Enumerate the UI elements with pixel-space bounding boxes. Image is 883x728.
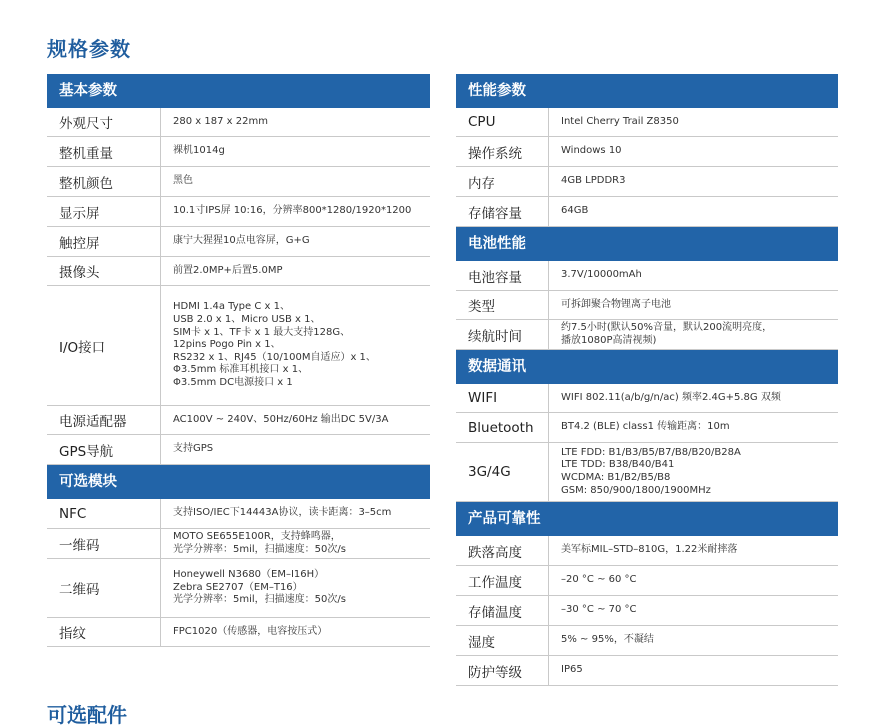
spec-label: 整机颜色: [47, 167, 161, 196]
spec-label: 3G/4G: [456, 443, 549, 501]
spec-value: [549, 443, 838, 501]
spec-row: [456, 566, 838, 596]
spec-label: 续航时间: [456, 320, 549, 349]
spec-value: [161, 286, 430, 405]
spec-value: [549, 566, 838, 595]
spec-value-line: 10.1寸IPS屏 10:16，分辨率800*1280/1920*1200: [173, 205, 412, 217]
spec-label: 跌落高度: [456, 536, 549, 565]
next-section-title: 可选配件: [47, 703, 127, 727]
spec-value: [549, 320, 838, 349]
spec-value: [549, 291, 838, 319]
spec-value-line: IP65: [561, 664, 583, 676]
spec-value-line: –20 °C ~ 60 °C: [561, 574, 637, 586]
section-heading: 可选模块: [47, 465, 430, 499]
spec-value-line: 4GB LPDDR3: [561, 175, 626, 187]
spec-value-line: Intel Cherry Trail Z8350: [561, 115, 679, 127]
spec-row: [456, 413, 838, 443]
spec-value: [161, 406, 430, 434]
spec-value-line: –30 °C ~ 70 °C: [561, 604, 637, 616]
spec-row: [47, 529, 430, 559]
spec-value-line: 前置2.0MP+后置5.0MP: [173, 264, 283, 276]
spec-row: [47, 227, 430, 257]
spec-value-line: MOTO SE655E100R，支持蜂鸣器，: [173, 530, 341, 542]
spec-label: 电池容量: [456, 261, 549, 290]
spec-row: [47, 137, 430, 167]
left-spec-column: [47, 74, 430, 647]
spec-row: [47, 435, 430, 465]
spec-value-line: LTE TDD: B38/B40/B41: [561, 459, 675, 471]
spec-value-line: 播放1080P高清视频): [561, 334, 657, 346]
spec-value-line: 64GB: [561, 205, 589, 217]
spec-row: [456, 596, 838, 626]
section-heading: 产品可靠性: [456, 502, 838, 536]
spec-label: 电源适配器: [47, 406, 161, 434]
spec-value: [161, 559, 430, 617]
spec-value: [549, 197, 838, 226]
spec-value: [161, 227, 430, 256]
spec-value-line: 支持GPS: [173, 443, 214, 455]
spec-label: 指纹: [47, 618, 161, 646]
spec-value-line: Windows 10: [561, 145, 622, 157]
spec-value: [161, 435, 430, 464]
spec-value-line: GSM: 850/900/1800/1900MHz: [561, 484, 711, 496]
spec-value: [161, 167, 430, 196]
spec-value-line: Φ3.5mm 标准耳机接口 x 1、: [173, 364, 309, 376]
spec-value-line: 黑色: [173, 175, 193, 187]
spec-label: CPU: [456, 108, 549, 136]
spec-label: I/O接口: [47, 286, 161, 405]
spec-value: [161, 137, 430, 166]
spec-label: 存储容量: [456, 197, 549, 226]
spec-value-line: 12pins Pogo Pin x 1、: [173, 339, 281, 351]
spec-value: [549, 656, 838, 685]
spec-label: 外观尺寸: [47, 108, 161, 136]
page-title: 规格参数: [47, 37, 131, 61]
spec-label: Bluetooth: [456, 413, 549, 442]
spec-row: [456, 626, 838, 656]
spec-value: [549, 167, 838, 196]
spec-value-line: 3.7V/10000mAh: [561, 269, 642, 281]
spec-label: 整机重量: [47, 137, 161, 166]
section-heading: 数据通讯: [456, 350, 838, 384]
spec-row: [456, 443, 838, 502]
spec-row: [47, 406, 430, 435]
spec-value-line: 可拆卸聚合物锂离子电池: [561, 298, 671, 310]
spec-row: [47, 197, 430, 227]
spec-value-line: WCDMA: B1/B2/B5/B8: [561, 472, 671, 483]
spec-value-line: WIFI 802.11(a/b/g/n/ac) 频率2.4G+5.8G 双频: [561, 391, 781, 403]
spec-label: 防护等级: [456, 656, 549, 685]
spec-value-line: BT4.2 (BLE) class1 传输距离：10m: [561, 421, 730, 433]
spec-label: NFC: [47, 499, 161, 528]
spec-label: GPS导航: [47, 435, 161, 464]
spec-value: [161, 108, 430, 136]
spec-label: 工作温度: [456, 566, 549, 595]
spec-label: 类型: [456, 291, 549, 319]
spec-value: [549, 536, 838, 565]
right-spec-column: [456, 74, 838, 686]
spec-value: [549, 137, 838, 166]
spec-label: 存储温度: [456, 596, 549, 625]
spec-label: 湿度: [456, 626, 549, 655]
spec-value-line: 光学分辨率：5mil，扫描速度：50次/s: [173, 543, 346, 555]
spec-value: [549, 384, 838, 412]
spec-row: [456, 656, 838, 686]
spec-label: 操作系统: [456, 137, 549, 166]
spec-value: [549, 413, 838, 442]
spec-value: [161, 499, 430, 528]
spec-value-line: 美军标MIL–STD–810G，1.22米耐摔落: [561, 544, 738, 556]
spec-label: 显示屏: [47, 197, 161, 226]
spec-value: [161, 529, 430, 558]
spec-value: [161, 257, 430, 285]
spec-row: [456, 536, 838, 566]
spec-row: [47, 559, 430, 618]
spec-value-line: 光学分辨率：5mil，扫描速度：50次/s: [173, 594, 346, 606]
spec-value-line: 裸机1014g: [173, 145, 225, 157]
spec-value-line: Zebra SE2707（EM–T16）: [173, 581, 303, 593]
spec-value-line: FPC1020（传感器，电容按压式）: [173, 625, 328, 637]
spec-row: [47, 286, 430, 406]
spec-value-line: 康宁大猩猩10点电容屏，G+G: [173, 235, 310, 247]
spec-value: [161, 197, 430, 226]
spec-value: [549, 596, 838, 625]
spec-value: [549, 108, 838, 136]
spec-label: WIFI: [456, 384, 549, 412]
spec-value-line: Honeywell N3680（EM–I16H）: [173, 569, 325, 581]
spec-value-line: 280 x 187 x 22mm: [173, 115, 268, 127]
spec-value-line: Φ3.5mm DC电源接口 x 1: [173, 376, 293, 388]
spec-value-line: SIM卡 x 1、TF卡 x 1 最大支持128G、: [173, 326, 351, 338]
spec-row: [456, 291, 838, 320]
spec-row: [47, 257, 430, 286]
spec-label: 二维码: [47, 559, 161, 617]
spec-row: [456, 167, 838, 197]
spec-row: [47, 499, 430, 529]
spec-row: [456, 108, 838, 137]
spec-row: [47, 108, 430, 137]
section-heading: 性能参数: [456, 74, 838, 108]
spec-row: [456, 261, 838, 291]
spec-value-line: RS232 x 1、RJ45（10/100M自适应）x 1、: [173, 351, 376, 363]
spec-row: [47, 167, 430, 197]
spec-value-line: LTE FDD: B1/B3/B5/B7/B8/B20/B28A: [561, 446, 741, 458]
section-heading: 电池性能: [456, 227, 838, 261]
spec-row: [456, 320, 838, 350]
spec-value-line: HDMI 1.4a Type C x 1、: [173, 301, 290, 313]
spec-value: [549, 261, 838, 290]
spec-row: [456, 384, 838, 413]
spec-value-line: 支持ISO/IEC下14443A协议，读卡距离：3–5cm: [173, 507, 392, 519]
spec-value-line: AC100V ~ 240V、50Hz/60Hz 输出DC 5V/3A: [173, 413, 389, 425]
spec-value-line: 约7.5小时(默认50%音量，默认200流明亮度，: [561, 321, 773, 333]
spec-label: 摄像头: [47, 257, 161, 285]
spec-label: 内存: [456, 167, 549, 196]
spec-value-line: 5% ~ 95%，不凝结: [561, 634, 654, 646]
section-heading: 基本参数: [47, 74, 430, 108]
spec-label: 一维码: [47, 529, 161, 558]
spec-value: [549, 626, 838, 655]
next-section-title-fragment: [47, 703, 137, 727]
spec-value: [161, 618, 430, 646]
spec-row: [47, 618, 430, 647]
spec-row: [456, 197, 838, 227]
spec-row: [456, 137, 838, 167]
spec-value-line: USB 2.0 x 1、Micro USB x 1、: [173, 314, 321, 326]
spec-label: 触控屏: [47, 227, 161, 256]
